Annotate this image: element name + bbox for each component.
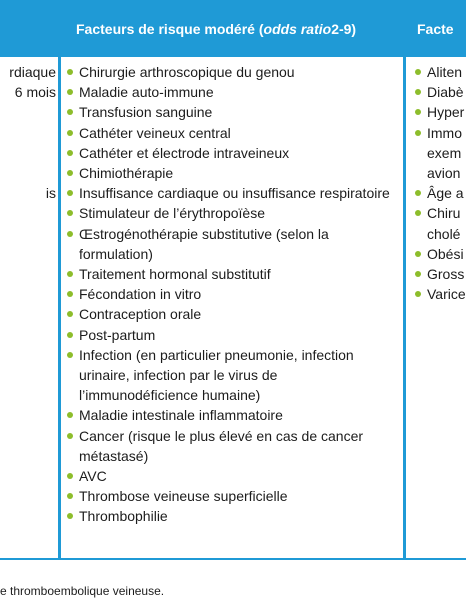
left-fragment xyxy=(0,143,56,163)
left-fragment: is xyxy=(45,185,56,202)
list-item: Maladie intestinale inflammatoire xyxy=(66,405,396,425)
list-item: Hyper xyxy=(414,102,466,122)
list-item: Varice xyxy=(414,284,466,304)
list-item: Insuffisance cardiaque ou insuffisance respiratoire xyxy=(66,183,396,203)
left-fragment xyxy=(0,102,56,122)
list-item: Fécondation in vitro xyxy=(66,284,396,304)
header-moderate-risk xyxy=(61,0,401,57)
list-item-continuation: avion xyxy=(427,165,461,182)
header-weak-risk xyxy=(405,0,466,57)
list-item: Chirurgie arthroscopique du genou xyxy=(66,62,396,82)
list-item: Cancer (risque le plus élevé en cas de cancer métastasé) xyxy=(66,426,396,466)
list-item: Aliten xyxy=(414,62,466,82)
moderate-risk-list xyxy=(66,62,396,527)
header-moderate-suffix: 2-9) xyxy=(331,20,357,37)
list-item: Obési xyxy=(414,244,466,264)
table-bottom-border xyxy=(0,558,466,560)
list-item: Chimiothérapie xyxy=(66,163,396,183)
left-fragment: 6 mois xyxy=(14,84,56,101)
list-item: Stimulateur de l’érythropoïèse xyxy=(66,203,396,223)
column-divider-right xyxy=(403,0,406,560)
header-moderate-italic: odds ratio xyxy=(263,20,332,37)
list-item: Diabè xyxy=(414,82,466,102)
weak-risk-list xyxy=(414,62,466,304)
list-item: Cathéter et électrode intraveineux xyxy=(66,143,396,163)
list-item: Contraception orale xyxy=(66,304,396,324)
list-item: Chiru xyxy=(414,203,466,223)
table-header xyxy=(0,0,466,57)
list-item: Infection (en particulier pneumonie, infection urinaire, infection par le virus de l’immunodéficience humaine) xyxy=(66,345,396,406)
left-fragment: rdiaque xyxy=(9,64,56,80)
header-moderate-title: Facteurs de risque modéré ( xyxy=(76,20,264,37)
list-item: Œstrogénothérapie substitutive (selon la formulation) xyxy=(66,224,396,264)
table-footnote: e thromboembolique veineuse. xyxy=(0,584,165,598)
list-item: Immo xyxy=(414,123,466,143)
list-item: Gross xyxy=(414,264,466,284)
list-item: Thrombose veineuse superficielle xyxy=(66,486,396,506)
list-item: AVC xyxy=(66,466,396,486)
header-weak-title: Facte xyxy=(417,20,454,37)
list-item: Cathéter veineux central xyxy=(66,123,396,143)
left-fragment xyxy=(0,163,56,183)
list-item: Post-partum xyxy=(66,325,396,345)
list-item: Maladie auto-immune xyxy=(66,82,396,102)
list-item-continuation: exem xyxy=(427,144,462,161)
list-item: Traitement hormonal substitutif xyxy=(66,264,396,284)
list-item: Âge a xyxy=(414,183,466,203)
left-fragment xyxy=(0,123,56,143)
column-divider-left xyxy=(58,0,61,560)
list-item: Transfusion sanguine xyxy=(66,102,396,122)
list-item-continuation: cholé xyxy=(427,225,461,242)
list-item: Thrombophilie xyxy=(66,506,396,526)
left-column-fragments xyxy=(0,62,56,203)
